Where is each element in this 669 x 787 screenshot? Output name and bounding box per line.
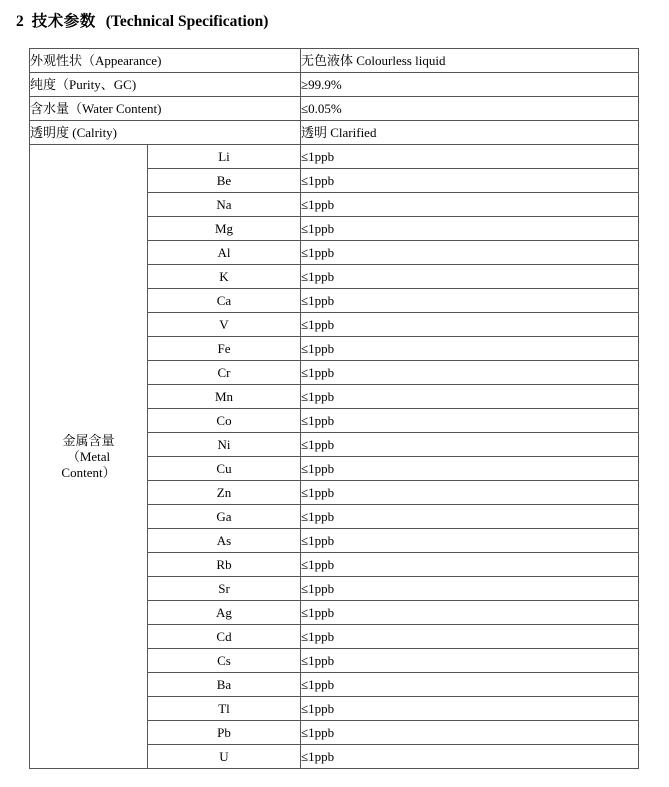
- element-symbol: Sr: [148, 577, 301, 601]
- element-limit: ≤1ppb: [301, 433, 639, 457]
- element-limit: ≤1ppb: [301, 337, 639, 361]
- element-limit: ≤1ppb: [301, 577, 639, 601]
- element-symbol: Cd: [148, 625, 301, 649]
- element-symbol: Ba: [148, 673, 301, 697]
- element-symbol: Cr: [148, 361, 301, 385]
- element-symbol: Zn: [148, 481, 301, 505]
- spec-row: [30, 121, 639, 145]
- element-limit: ≤1ppb: [301, 553, 639, 577]
- element-symbol: Ca: [148, 289, 301, 313]
- element-symbol: Al: [148, 241, 301, 265]
- spec-value: ≤0.05%: [301, 97, 639, 121]
- element-symbol: U: [148, 745, 301, 769]
- element-symbol: Ag: [148, 601, 301, 625]
- element-limit: ≤1ppb: [301, 625, 639, 649]
- element-limit: ≤1ppb: [301, 409, 639, 433]
- element-symbol: K: [148, 265, 301, 289]
- section-title-en: (Technical Specification): [105, 13, 269, 30]
- element-symbol: V: [148, 313, 301, 337]
- metal-row: [30, 145, 639, 169]
- element-limit: ≤1ppb: [301, 721, 639, 745]
- element-symbol: Rb: [148, 553, 301, 577]
- spec-value: ≥99.9%: [301, 73, 639, 97]
- spec-value: 无色液体 Colourless liquid: [301, 49, 639, 73]
- section-title-zh: 技术参数: [31, 13, 96, 30]
- metal-content-label-line: 金属含量: [62, 432, 115, 448]
- spec-value: 透明 Clarified: [301, 121, 639, 145]
- element-limit: ≤1ppb: [301, 313, 639, 337]
- spec-row: [30, 73, 639, 97]
- element-limit: ≤1ppb: [301, 529, 639, 553]
- element-limit: ≤1ppb: [301, 481, 639, 505]
- element-limit: ≤1ppb: [301, 601, 639, 625]
- element-symbol: Mn: [148, 385, 301, 409]
- element-symbol: Cu: [148, 457, 301, 481]
- element-limit: ≤1ppb: [301, 193, 639, 217]
- element-symbol: Fe: [148, 337, 301, 361]
- element-limit: ≤1ppb: [301, 145, 639, 169]
- spec-label: 外观性状（Appearance): [30, 49, 301, 73]
- element-limit: ≤1ppb: [301, 241, 639, 265]
- spec-table-body: [30, 49, 639, 769]
- element-symbol: As: [148, 529, 301, 553]
- metal-content-label: [30, 145, 148, 769]
- element-symbol: Be: [148, 169, 301, 193]
- element-symbol: Tl: [148, 697, 301, 721]
- spec-label: 含水量（Water Content): [30, 97, 301, 121]
- spec-row: [30, 97, 639, 121]
- element-limit: ≤1ppb: [301, 649, 639, 673]
- element-symbol: Pb: [148, 721, 301, 745]
- metal-content-label-line: （Metal: [66, 448, 111, 464]
- element-symbol: Mg: [148, 217, 301, 241]
- element-limit: ≤1ppb: [301, 505, 639, 529]
- metal-content-label-line: Content）: [61, 464, 116, 480]
- spec-label: 纯度（Purity、GC): [30, 73, 301, 97]
- section-number: 2: [16, 13, 24, 30]
- element-limit: ≤1ppb: [301, 265, 639, 289]
- element-symbol: Ni: [148, 433, 301, 457]
- technical-specification-table: [29, 48, 639, 769]
- element-limit: ≤1ppb: [301, 385, 639, 409]
- element-limit: ≤1ppb: [301, 361, 639, 385]
- element-symbol: Co: [148, 409, 301, 433]
- element-symbol: Li: [148, 145, 301, 169]
- element-symbol: Na: [148, 193, 301, 217]
- element-limit: ≤1ppb: [301, 745, 639, 769]
- section-heading: [16, 9, 268, 31]
- element-symbol: Ga: [148, 505, 301, 529]
- element-limit: ≤1ppb: [301, 697, 639, 721]
- spec-row: [30, 49, 639, 73]
- element-limit: ≤1ppb: [301, 217, 639, 241]
- element-limit: ≤1ppb: [301, 289, 639, 313]
- spec-label: 透明度 (Calrity): [30, 121, 301, 145]
- element-limit: ≤1ppb: [301, 457, 639, 481]
- element-symbol: Cs: [148, 649, 301, 673]
- element-limit: ≤1ppb: [301, 673, 639, 697]
- element-limit: ≤1ppb: [301, 169, 639, 193]
